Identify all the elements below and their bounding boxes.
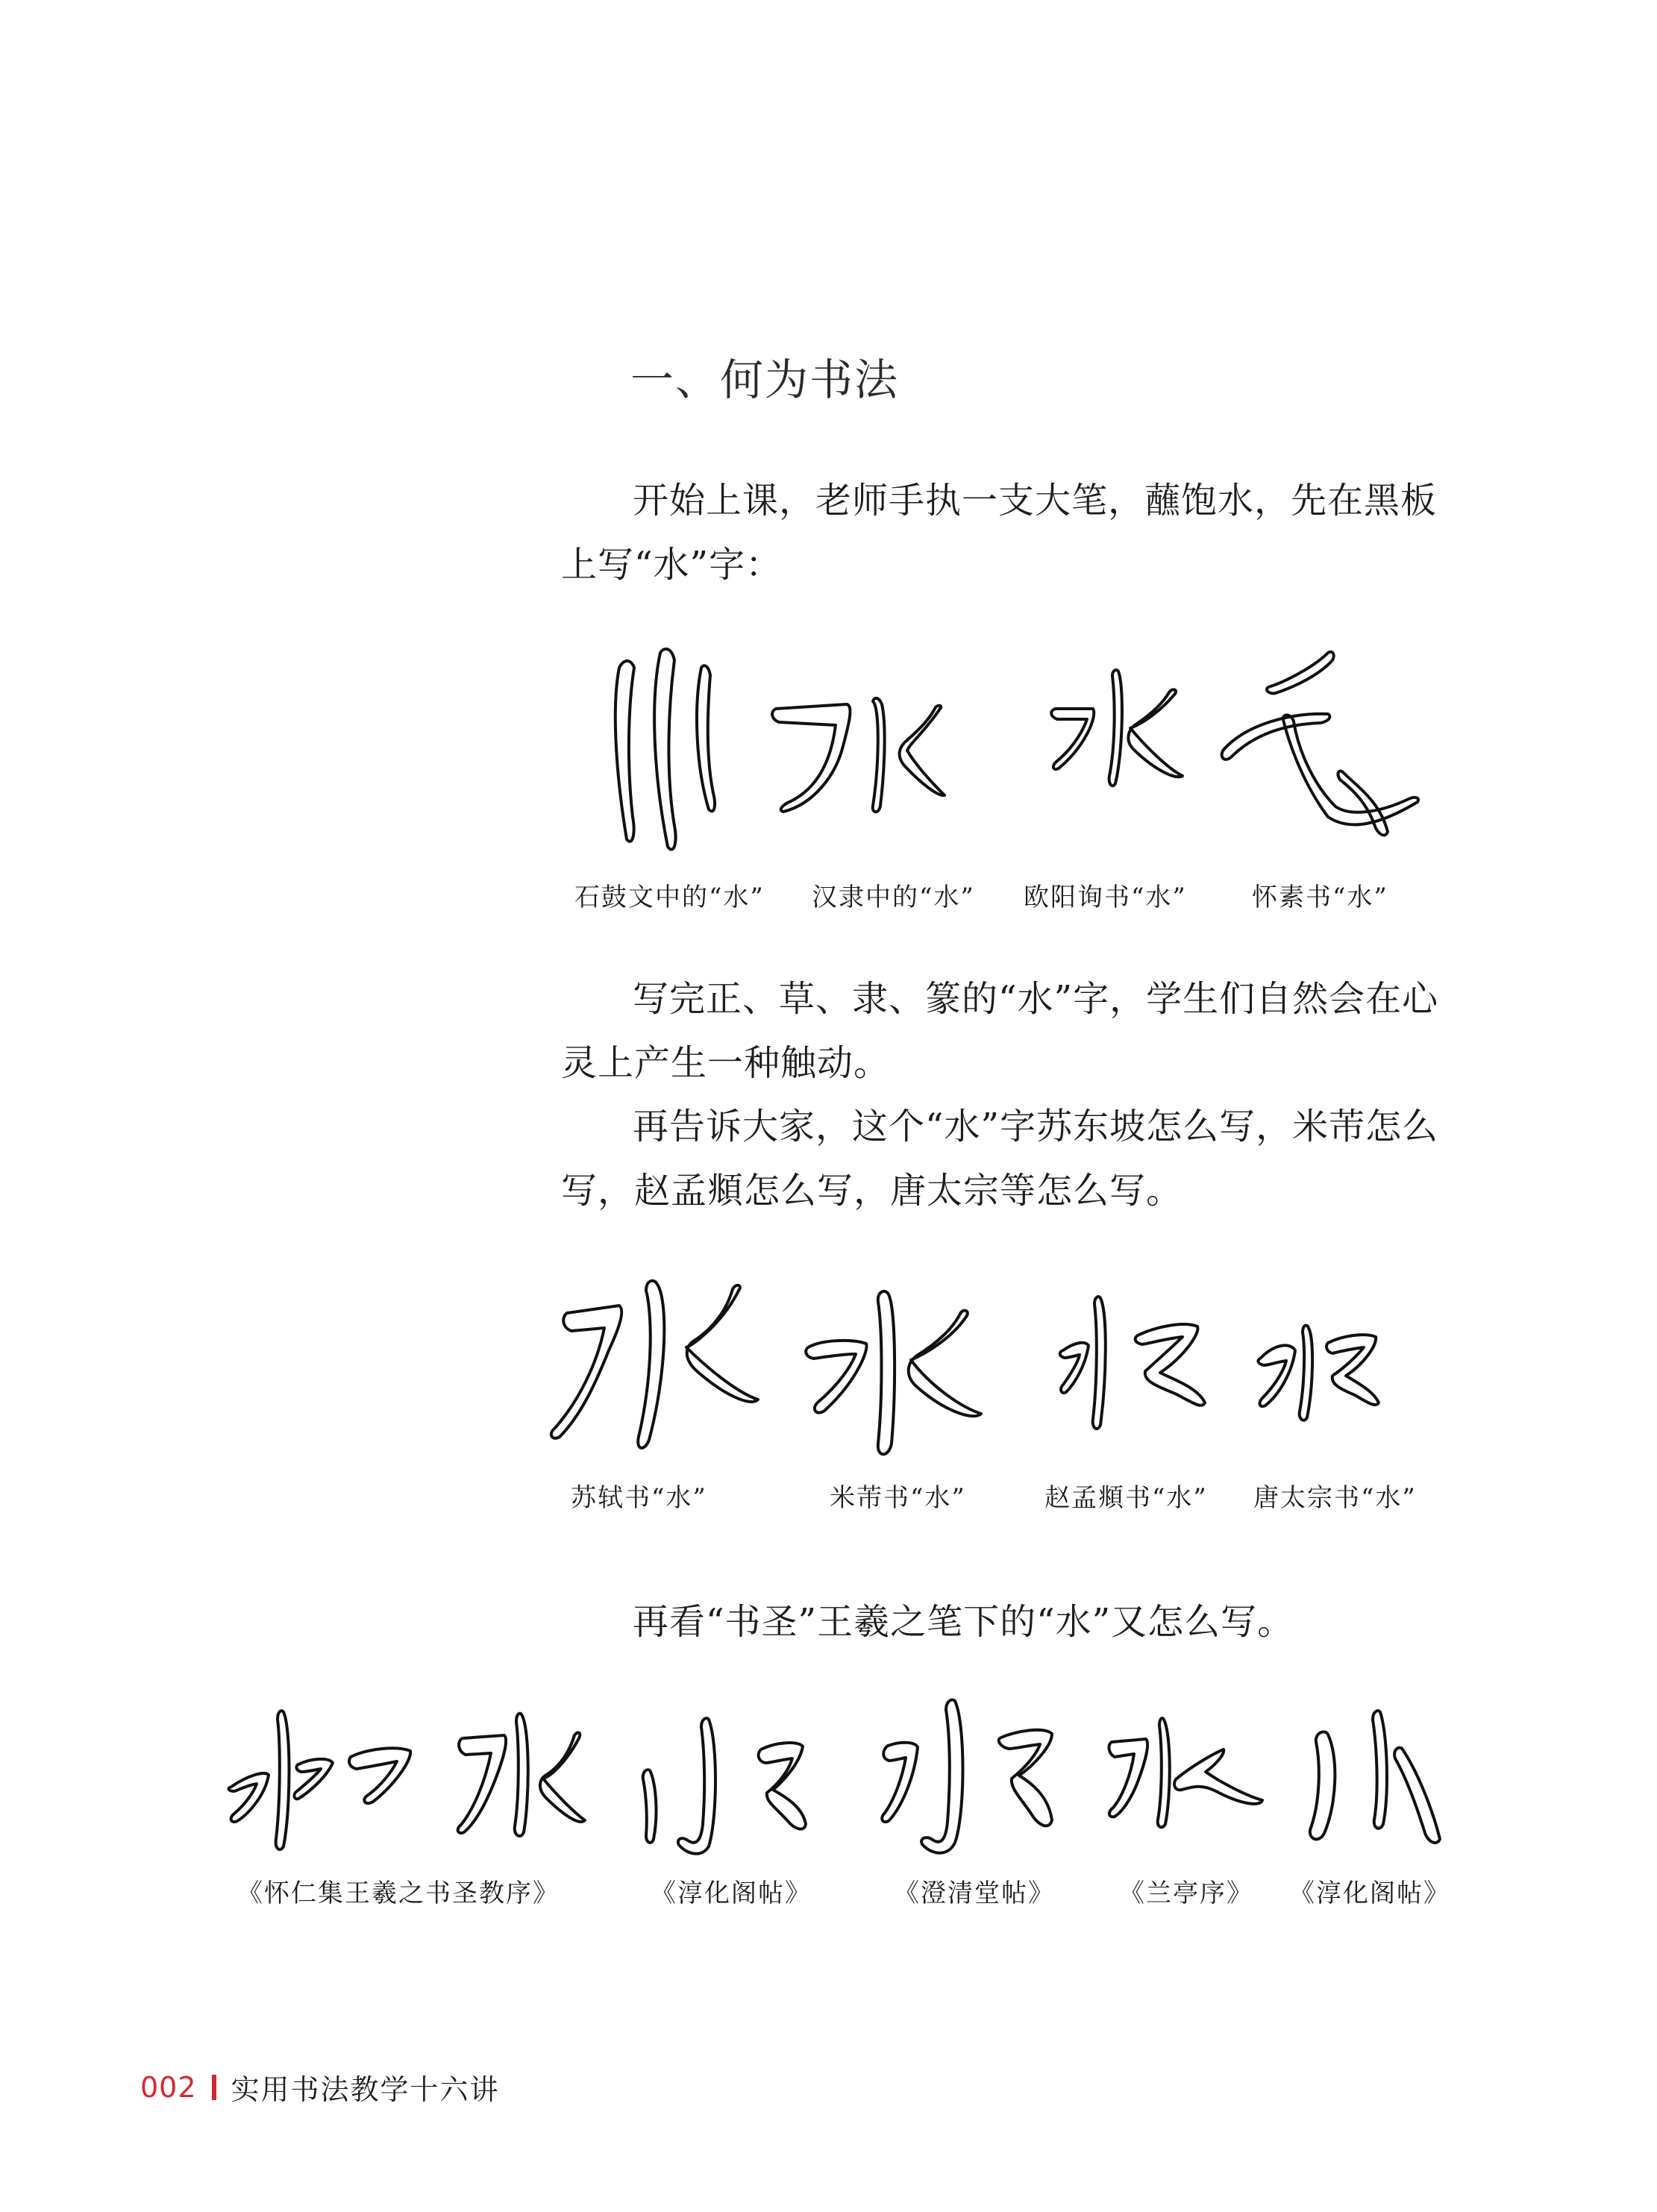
caption-chunhua-2: 《淳化阁帖》 [1289,1879,1450,1908]
caption-chunhua-1: 《淳化阁帖》 [651,1879,812,1908]
caption-chengqing-tang: 《澄清堂帖》 [894,1879,1055,1908]
caption-su-shi: 苏轼书“水” [571,1483,707,1513]
paragraph-masters-text: 再告诉大家，这个“水”字苏东坡怎么写，米芾怎么写，赵孟頫怎么写，唐太宗等怎么写。 [561,1106,1439,1212]
caption-ouyang-xun: 欧阳询书“水” [1024,883,1187,912]
footer-divider [212,2075,216,2100]
paragraph-impact-text: 写完正、草、隶、篆的“水”字，学生们自然会在心灵上产生一种触动。 [561,978,1439,1084]
caption-mi-fu: 米芾书“水” [830,1483,966,1513]
page-number: 002 [140,2070,197,2104]
book-title: 实用书法教学十六讲 [231,2073,500,2106]
caption-tang-taizong: 唐太宗书“水” [1253,1483,1417,1513]
page-footer [140,2067,500,2108]
paragraph-wang-xizhi-text: 再看“书圣”王羲之笔下的“水”又怎么写。 [633,1601,1294,1643]
section-heading: 一、何为书法 [630,354,900,405]
caption-huai-su: 怀素书“水” [1252,883,1388,912]
calligraphy-shengjiao-xu [224,1705,418,1854]
calligraphy-chengqing-tang [873,1694,1059,1865]
caption-han-clerical: 汉隶中的“水” [812,883,975,912]
calligraphy-lanting-xu [1104,1712,1268,1832]
calligraphy-chunhua-3 [1291,1705,1447,1854]
caption-zhao-mengfu: 赵孟頫书“水” [1044,1483,1208,1513]
calligraphy-chunhua-2 [634,1712,813,1861]
caption-lanting-xu: 《兰亭序》 [1119,1879,1253,1908]
paragraph-intro-text: 开始上课，老师手执一支大笔，蘸饱水，先在黑板上写“水”字： [561,480,1438,586]
caption-stone-drum: 石鼓文中的“水” [574,883,765,912]
calligraphy-chunhua-1 [448,1701,589,1843]
caption-shengjiao-xu: 《怀仁集王羲之书圣教序》 [237,1879,560,1908]
